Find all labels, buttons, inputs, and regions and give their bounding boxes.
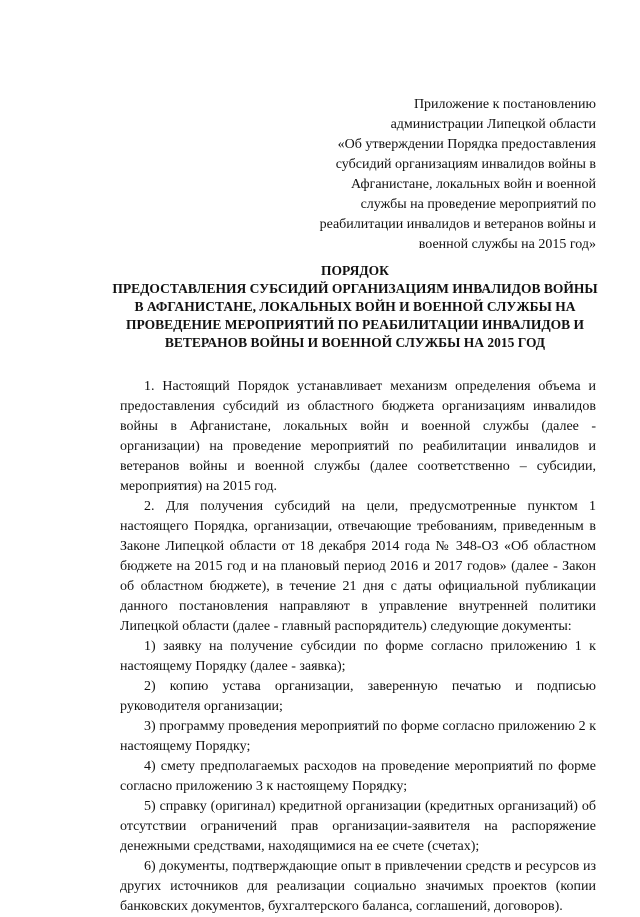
title-line: В АФГАНИСТАНЕ, ЛОКАЛЬНЫХ ВОЙН И ВОЕННОЙ СЛУЖБЫ НА: [134, 299, 576, 314]
document-title: [95, 262, 615, 352]
appendix-line: службы на проведение мероприятий по: [360, 197, 596, 212]
appendix-line: военной службы на 2015 год»: [418, 237, 596, 252]
list-item-2: 2) копию устава организации, заверенную печатью и подписью руководителя организации;: [120, 679, 596, 714]
paragraph-1: 1. Настоящий Порядок устанавливает механизм определения объема и предоставления субсидий из областного бюджета организациям инвалидов войны в Афганистане, локальных войн и военной службы (далее - организации) на проведение мероприятий по реабилитации инвалидов и ветеранов войны и военной службы (далее соответственно – субсидии, мероприятия) на 2015 год.: [120, 379, 596, 494]
title-line: ПРОВЕДЕНИЕ МЕРОПРИЯТИЙ ПО РЕАБИЛИТАЦИИ ИНВАЛИДОВ И: [125, 317, 585, 332]
appendix-header: [300, 95, 596, 255]
appendix-line: администрации Липецкой области: [390, 117, 596, 132]
list-item-1: 1) заявку на получение субсидии по форме согласно приложению 1 к настоящему Порядку (далее - заявка);: [120, 639, 596, 674]
list-item-3: 3) программу проведения мероприятий по форме согласно приложению 2 к настоящему Порядку;: [120, 719, 596, 754]
appendix-line: реабилитации инвалидов и ветеранов войны и: [319, 217, 596, 232]
paragraph-2: 2. Для получения субсидий на цели, предусмотренные пунктом 1 настоящего Порядка, организации, отвечающие требованиям, приведенным в Законе Липецкой области от 18 декабря 2014 года № 348-ОЗ «Об областном бюджете на 2015 год и на плановый период 2016 и 2017 годов» (далее - Закон об областном бюджете), в течение 21 дня с даты официальной публикации данного постановления направляют в управление внутренней политики Липецкой области (далее - главный распорядитель) следующие документы:: [120, 499, 596, 634]
title-line: ВЕТЕРАНОВ ВОЙНЫ И ВОЕННОЙ СЛУЖБЫ НА 2015 ГОД: [164, 335, 546, 350]
appendix-line: Афганистане, локальных войн и военной: [350, 177, 596, 192]
list-item-5: 5) справку (оригинал) кредитной организации (кредитных организаций) об отсутствии ограничений прав организации-заявителя на распоряжение денежными средствами, находящимися на ее счете (счетах);: [120, 799, 596, 854]
appendix-line: субсидий организациям инвалидов войны в: [335, 157, 596, 172]
list-item-6: 6) документы, подтверждающие опыт в привлечении средств и ресурсов из других источников для реализации социально значимых проектов (копии банковских документов, бухгалтерского баланса, соглашений, договоров).: [120, 859, 596, 914]
appendix-line: «Об утверждении Порядка предоставления: [337, 137, 596, 152]
title-line: ПРЕДОСТАВЛЕНИЯ СУБСИДИЙ ОРГАНИЗАЦИЯМ ИНВАЛИДОВ ВОЙНЫ: [112, 281, 598, 296]
document-body: [120, 377, 596, 917]
title-line: ПОРЯДОК: [321, 263, 389, 278]
list-item-4: 4) смету предполагаемых расходов на проведение мероприятий по форме согласно приложению 3 к настоящему Порядку;: [120, 759, 596, 794]
appendix-line: Приложение к постановлению: [413, 97, 596, 112]
